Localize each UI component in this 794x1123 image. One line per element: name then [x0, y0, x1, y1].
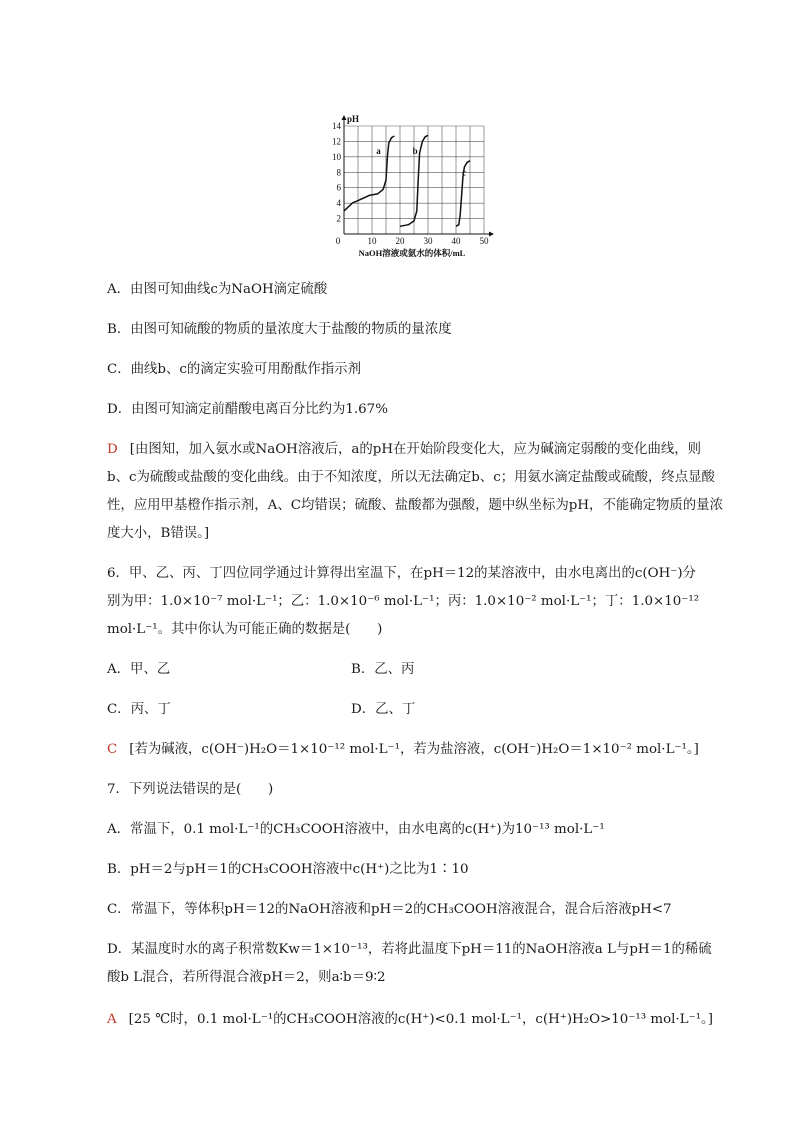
x-axis-label: NaOH溶液或氨水的体积/mL — [358, 248, 466, 258]
q5-option-a: A．由图可知曲线c为NaOH滴定硫酸 — [107, 282, 328, 297]
q5-answer-line-3: 性，应用甲基橙作指示剂，A、C均错误；硫酸、盐酸都为强酸，题中纵坐标为pH，不能确定物质的量浓 — [107, 498, 723, 513]
x-tick-label: 0 — [335, 236, 341, 246]
curve-label-c: c — [462, 167, 467, 178]
x-tick-label: 30 — [423, 236, 433, 246]
y-tick-label: 10 — [332, 151, 341, 162]
y-tick-label: 12 — [332, 136, 341, 147]
q7-stem: 7．下列说法错误的是( ) — [107, 782, 274, 797]
q7-option-c: C．常温下，等体积pH＝12的NaOH溶液和pH＝2的CH₃COOH溶液混合，混合后溶液pH<7 — [107, 902, 672, 917]
q7-option-d-line-2: 酸b L混合，若所得混合液pH＝2，则a∶b＝9∶2 — [107, 970, 386, 985]
q7-option-d-line-1: D．某温度时水的离子积常数Kw＝1×10⁻¹³，若将此温度下pH＝11的NaOH溶液a L与pH＝1的稀硫 — [107, 942, 712, 957]
q6-option-d: D．乙、丁 — [351, 702, 416, 717]
q5-answer-line-2: b、c为硫酸或盐酸的变化曲线。由于不知浓度，所以无法确定b、c；用氨水滴定盐酸或硫酸，终点显酸 — [107, 470, 715, 485]
q5-option-d: D．由图可知滴定前醋酸电离百分比约为1.67% — [107, 402, 388, 417]
q6-answer-text: [若为碱液，c(OH⁻)H₂O＝1×10⁻¹² mol·L⁻¹，若为盐溶液，c(OH⁻)H₂O＝1×10⁻² mol·L⁻¹。] — [129, 742, 699, 757]
q7-answer-letter: A — [107, 1012, 117, 1027]
y-tick-label: 2 — [336, 213, 341, 224]
chart-curves — [344, 135, 470, 226]
x-tick-label: 50 — [479, 236, 489, 246]
q6-option-a: A．甲、乙 — [107, 662, 171, 677]
y-tick-label: 14 — [332, 121, 341, 131]
q5-option-b: B．由图可知硫酸的物质的量浓度大于盐酸的物质的量浓度 — [107, 322, 452, 337]
q5-answer-text-1: [由图知，加入氨水或NaOH溶液后，a的pH在开始阶段变化大，应为碱滴定弱酸的变化曲线，则 — [129, 442, 702, 457]
curve-label-a: a — [376, 145, 381, 156]
q6-option-c: C．丙、丁 — [107, 702, 171, 717]
q6-answer-letter: C — [107, 742, 118, 757]
x-tick-label: 40 — [451, 236, 461, 246]
curve-label-b: b — [412, 145, 418, 156]
y-tick-label: 8 — [336, 167, 341, 178]
q7-answer-text: [25 ℃时，0.1 mol·L⁻¹的CH₃COOH溶液的c(H⁺)<0.1 mol·L⁻¹，c(H⁺)H₂O>10⁻¹³ mol·L⁻¹。] — [128, 1012, 713, 1027]
q5-option-c: C．曲线b、c的滴定实验可用酚酞作指示剂 — [107, 362, 361, 377]
q5-answer-line-4: 度大小，B错误。] — [107, 526, 210, 541]
q7-option-b: B．pH＝2与pH＝1的CH₃COOH溶液中c(H⁺)之比为1∶10 — [107, 862, 469, 877]
titration-chart — [322, 112, 502, 260]
q6-stem-line-3: mol·L⁻¹。其中你认为可能正确的数据是( ) — [107, 622, 383, 637]
q6-stem-line-2: 别为甲：1.0×10⁻⁷ mol·L⁻¹；乙：1.0×10⁻⁶ mol·L⁻¹；丙：1.0×10⁻² mol·L⁻¹；丁：1.0×10⁻¹² — [107, 594, 700, 609]
curve-a — [344, 136, 394, 211]
chart-labels — [332, 114, 489, 258]
q6-option-b: B．乙、丙 — [351, 662, 415, 677]
y-tick-label: 6 — [336, 182, 341, 193]
q5-answer-letter: D — [107, 442, 118, 457]
y-axis-label: pH — [347, 114, 360, 124]
q5-answer-line-1 — [107, 442, 701, 458]
q6-stem-line-1: 6．甲、乙、丙、丁四位同学通过计算得出室温下，在pH＝12的某溶液中，由水电离出的c(OH⁻)分 — [107, 566, 696, 581]
y-axis-arrow — [342, 115, 347, 120]
y-tick-label: 4 — [336, 198, 341, 209]
x-tick-label: 10 — [367, 236, 377, 246]
x-tick-label: 20 — [395, 236, 405, 246]
q6-answer — [107, 742, 699, 758]
q7-answer — [107, 1012, 713, 1028]
q7-option-a: A．常温下，0.1 mol·L⁻¹的CH₃COOH溶液中，由水电离的c(H⁺)为10⁻¹³ mol·L⁻¹ — [107, 822, 605, 837]
x-axis-arrow — [489, 232, 494, 237]
